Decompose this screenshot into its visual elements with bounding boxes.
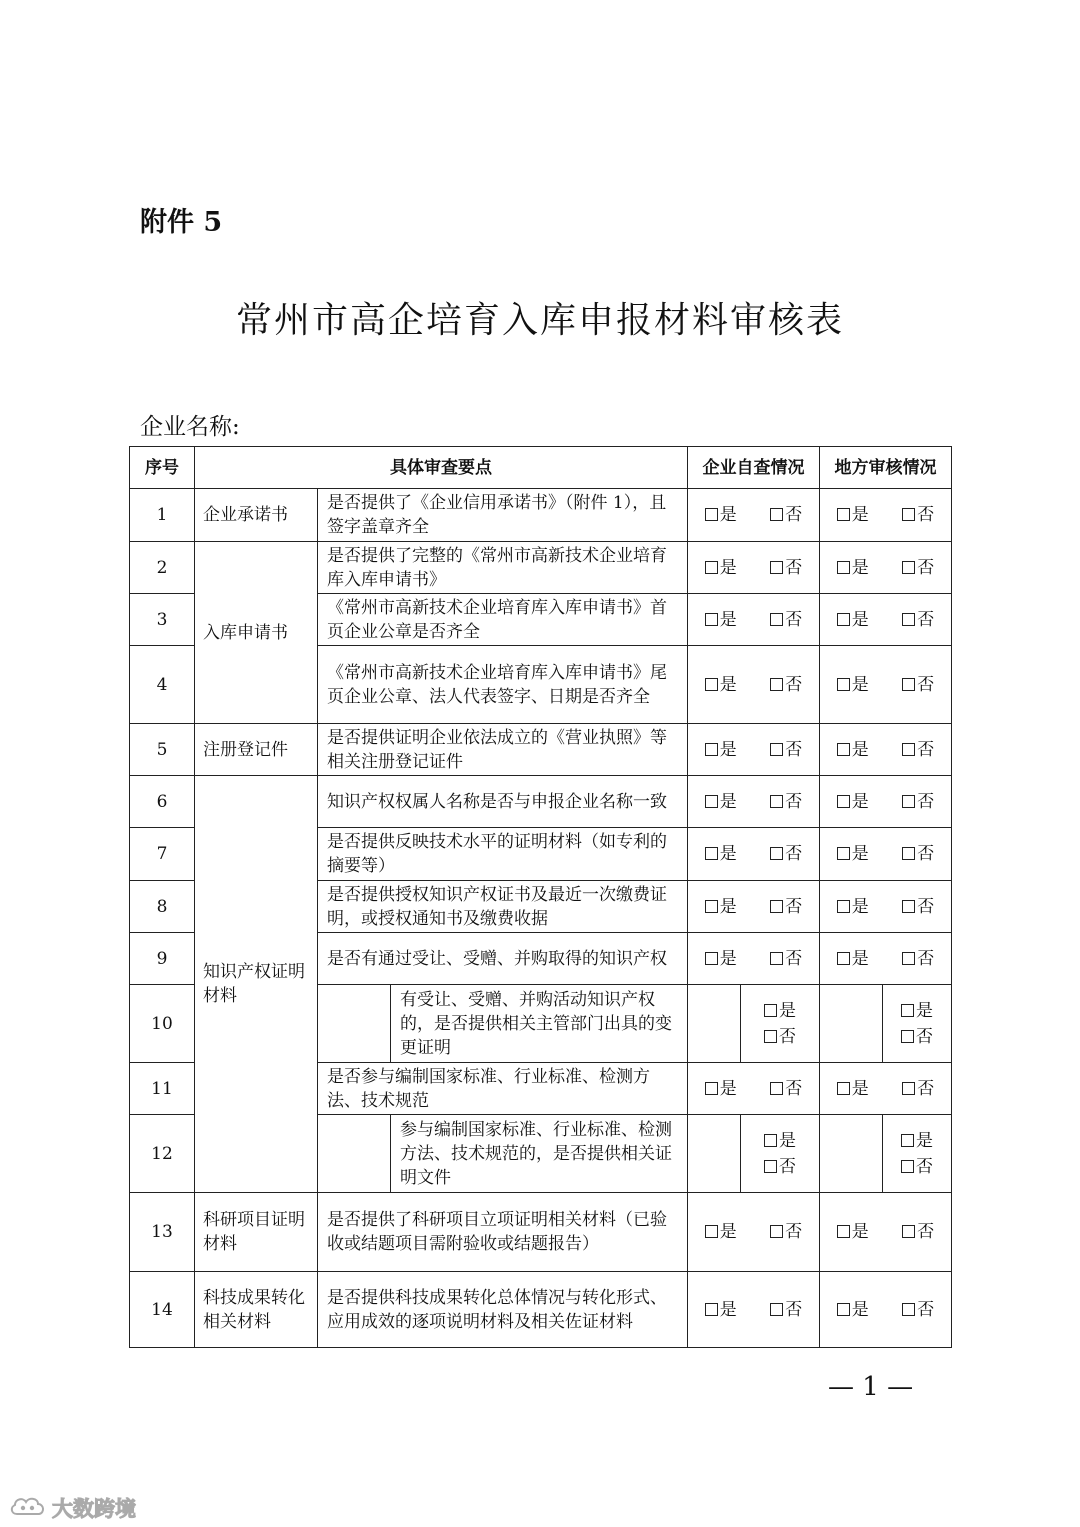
checkbox-icon <box>902 743 915 756</box>
header-local-review: 地方审核情况 <box>820 447 952 489</box>
checkbox-icon <box>837 1082 850 1095</box>
local-review-cell <box>820 542 952 594</box>
local-review-cell <box>820 881 952 933</box>
table-row <box>130 1193 952 1272</box>
row-number: 9 <box>130 933 195 985</box>
checkbox-icon <box>770 847 783 860</box>
checkbox-icon <box>764 1004 777 1017</box>
yes-checkbox[interactable]: 是 <box>764 1128 796 1154</box>
checkbox-icon <box>705 1225 718 1238</box>
requirement-text: 是否提供证明企业依法成立的《营业执照》等相关注册登记证件 <box>318 724 688 776</box>
yes-checkbox[interactable]: 是 <box>837 673 869 697</box>
checkbox-icon <box>902 561 915 574</box>
no-checkbox[interactable]: 否 <box>902 1077 934 1101</box>
checkbox-icon <box>901 1160 914 1173</box>
no-checkbox[interactable]: 否 <box>902 790 934 814</box>
yes-checkbox[interactable]: 是 <box>837 842 869 866</box>
yes-checkbox[interactable]: 是 <box>901 998 933 1024</box>
yes-checkbox[interactable]: 是 <box>705 673 737 697</box>
category-cell: 企业承诺书 <box>195 489 318 542</box>
no-checkbox[interactable]: 否 <box>770 1077 802 1101</box>
local-review-cell <box>820 933 952 985</box>
watermark-text: 大数跨境 <box>52 1497 136 1521</box>
local-review-cell <box>820 1063 952 1115</box>
self-check-cell <box>688 542 820 594</box>
checkbox-icon <box>705 508 718 521</box>
yes-checkbox[interactable]: 是 <box>837 738 869 762</box>
yes-checkbox[interactable]: 是 <box>837 895 869 919</box>
no-checkbox[interactable]: 否 <box>770 1220 802 1244</box>
checkbox-icon <box>837 678 850 691</box>
review-table <box>129 446 952 1348</box>
requirement-text: 《常州市高新技术企业培育库入库申请书》首页企业公章是否齐全 <box>318 594 688 646</box>
yes-checkbox[interactable]: 是 <box>705 556 737 580</box>
row-number: 11 <box>130 1063 195 1115</box>
checkbox-icon <box>705 1303 718 1316</box>
checkbox-icon <box>902 795 915 808</box>
checkbox-icon <box>837 508 850 521</box>
checkbox-icon <box>902 952 915 965</box>
no-checkbox[interactable]: 否 <box>902 556 934 580</box>
requirement-text: 有受让、受赠、并购活动知识产权的，是否提供相关主管部门出具的变更证明 <box>391 985 688 1063</box>
yes-checkbox[interactable]: 是 <box>705 842 737 866</box>
blank-cell <box>820 985 883 1063</box>
checkbox-icon <box>902 847 915 860</box>
row-number: 2 <box>130 542 195 594</box>
no-checkbox[interactable]: 否 <box>901 1154 933 1180</box>
category-cell: 科研项目证明材料 <box>195 1193 318 1272</box>
yes-checkbox[interactable]: 是 <box>837 947 869 971</box>
requirement-text: 是否提供了《企业信用承诺书》（附件 1），且签字盖章齐全 <box>318 489 688 542</box>
local-review-cell <box>820 828 952 881</box>
page-number: — 1 — <box>828 1372 914 1402</box>
yes-checkbox[interactable]: 是 <box>705 608 737 632</box>
checkbox-icon <box>837 847 850 860</box>
self-check-cell <box>688 1063 820 1115</box>
category-cell: 科技成果转化相关材料 <box>195 1272 318 1348</box>
no-checkbox[interactable]: 否 <box>902 842 934 866</box>
local-review-cell <box>820 724 952 776</box>
requirement-text: 是否提供反映技术水平的证明材料（如专利的摘要等） <box>318 828 688 881</box>
requirement-text: 参与编制国家标准、行业标准、检测方法、技术规范的，是否提供相关证明文件 <box>391 1115 688 1193</box>
row-number: 3 <box>130 594 195 646</box>
no-checkbox[interactable]: 否 <box>770 608 802 632</box>
checkbox-icon <box>770 743 783 756</box>
no-checkbox[interactable]: 否 <box>770 556 802 580</box>
no-checkbox[interactable]: 否 <box>770 673 802 697</box>
checkbox-icon <box>901 1134 914 1147</box>
checkbox-icon <box>770 795 783 808</box>
no-checkbox[interactable]: 否 <box>770 947 802 971</box>
self-check-cell <box>741 985 820 1063</box>
checkbox-icon <box>705 743 718 756</box>
no-checkbox[interactable]: 否 <box>902 503 934 527</box>
table-row <box>130 1272 952 1348</box>
yes-checkbox[interactable]: 是 <box>837 1298 869 1322</box>
row-number: 13 <box>130 1193 195 1272</box>
blank-cell <box>820 1115 883 1193</box>
checkbox-icon <box>770 508 783 521</box>
checkbox-icon <box>764 1134 777 1147</box>
attachment-label: 附件 5 <box>140 207 223 238</box>
self-check-cell <box>741 1115 820 1193</box>
no-checkbox[interactable]: 否 <box>770 790 802 814</box>
yes-checkbox[interactable]: 是 <box>837 790 869 814</box>
no-checkbox[interactable]: 否 <box>764 1154 796 1180</box>
local-review-cell <box>820 776 952 828</box>
checkbox-icon <box>770 952 783 965</box>
checkbox-icon <box>902 1303 915 1316</box>
no-checkbox[interactable]: 否 <box>902 895 934 919</box>
requirement-text: 是否提供科技成果转化总体情况与转化形式、应用成效的逐项说明材料及相关佐证材料 <box>318 1272 688 1348</box>
table-row <box>130 542 952 594</box>
row-number: 12 <box>130 1115 195 1193</box>
yes-checkbox[interactable]: 是 <box>705 895 737 919</box>
row-number: 14 <box>130 1272 195 1348</box>
self-check-cell <box>688 646 820 724</box>
category-cell: 入库申请书 <box>195 542 318 724</box>
yes-checkbox[interactable]: 是 <box>705 1077 737 1101</box>
no-checkbox[interactable]: 否 <box>770 503 802 527</box>
category-cell: 注册登记件 <box>195 724 318 776</box>
checkbox-icon <box>705 952 718 965</box>
no-checkbox[interactable]: 否 <box>764 1024 796 1050</box>
checkbox-icon <box>705 847 718 860</box>
self-check-cell <box>688 489 820 542</box>
local-review-cell <box>820 646 952 724</box>
no-checkbox[interactable]: 否 <box>902 1298 934 1322</box>
checkbox-icon <box>770 1082 783 1095</box>
checkbox-icon <box>770 613 783 626</box>
checkbox-icon <box>705 613 718 626</box>
yes-checkbox[interactable]: 是 <box>901 1128 933 1154</box>
yes-checkbox[interactable]: 是 <box>705 1220 737 1244</box>
header-index: 序号 <box>130 447 195 489</box>
blank-cell <box>688 1115 741 1193</box>
checkbox-icon <box>837 561 850 574</box>
self-check-cell <box>688 881 820 933</box>
no-checkbox[interactable]: 否 <box>902 1220 934 1244</box>
checkbox-icon <box>705 561 718 574</box>
checkbox-icon <box>837 743 850 756</box>
yes-checkbox[interactable]: 是 <box>837 608 869 632</box>
table-row <box>130 776 952 828</box>
yes-checkbox[interactable]: 是 <box>705 738 737 762</box>
yes-checkbox[interactable]: 是 <box>705 947 737 971</box>
self-check-cell <box>688 1272 820 1348</box>
self-check-cell <box>688 594 820 646</box>
yes-checkbox[interactable]: 是 <box>837 1220 869 1244</box>
checkbox-icon <box>902 1225 915 1238</box>
row-number: 8 <box>130 881 195 933</box>
checkbox-icon <box>705 795 718 808</box>
cloud-logo-icon <box>8 1493 48 1523</box>
checkbox-icon <box>764 1160 777 1173</box>
row-number: 5 <box>130 724 195 776</box>
checkbox-icon <box>770 1303 783 1316</box>
no-checkbox[interactable]: 否 <box>902 673 934 697</box>
no-checkbox[interactable]: 否 <box>770 738 802 762</box>
checkbox-icon <box>705 678 718 691</box>
row-number: 6 <box>130 776 195 828</box>
row-number: 1 <box>130 489 195 542</box>
checkbox-icon <box>770 1225 783 1238</box>
self-check-cell <box>688 724 820 776</box>
requirement-text: 是否提供了完整的《常州市高新技术企业培育库入库申请书》 <box>318 542 688 594</box>
yes-checkbox[interactable]: 是 <box>837 1077 869 1101</box>
table-row <box>130 724 952 776</box>
no-checkbox[interactable]: 否 <box>901 1024 933 1050</box>
no-checkbox[interactable]: 否 <box>770 895 802 919</box>
local-review-cell <box>883 985 952 1063</box>
checkbox-icon <box>705 900 718 913</box>
no-checkbox[interactable]: 否 <box>770 842 802 866</box>
requirement-text: 是否有通过受让、受赠、并购取得的知识产权 <box>318 933 688 985</box>
requirement-text: 是否提供授权知识产权证书及最近一次缴费证明，或授权通知书及缴费收据 <box>318 881 688 933</box>
row-number: 10 <box>130 985 195 1063</box>
checkbox-icon <box>902 678 915 691</box>
yes-checkbox[interactable]: 是 <box>837 556 869 580</box>
local-review-cell <box>820 489 952 542</box>
local-review-cell <box>820 1193 952 1272</box>
self-check-cell <box>688 828 820 881</box>
local-review-cell <box>883 1115 952 1193</box>
checkbox-icon <box>837 795 850 808</box>
checkbox-icon <box>764 1030 777 1043</box>
yes-checkbox[interactable]: 是 <box>837 503 869 527</box>
no-checkbox[interactable]: 否 <box>770 1298 802 1322</box>
checkbox-icon <box>837 900 850 913</box>
checkbox-icon <box>837 613 850 626</box>
self-check-cell <box>688 933 820 985</box>
checkbox-icon <box>770 561 783 574</box>
no-checkbox[interactable]: 否 <box>902 608 934 632</box>
page-title: 常州市高企培育入库申报材料审核表 <box>235 300 844 341</box>
indent-cell <box>318 985 391 1063</box>
checkbox-icon <box>901 1004 914 1017</box>
local-review-cell <box>820 594 952 646</box>
no-checkbox[interactable]: 否 <box>902 947 934 971</box>
row-number: 7 <box>130 828 195 881</box>
checkbox-icon <box>770 900 783 913</box>
checkbox-icon <box>902 900 915 913</box>
checkbox-icon <box>902 613 915 626</box>
requirement-text: 是否提供了科研项目立项证明相关材料（已验收或结题项目需附验收或结题报告） <box>318 1193 688 1272</box>
requirement-text: 《常州市高新技术企业培育库入库申请书》尾页企业公章、法人代表签字、日期是否齐全 <box>318 646 688 724</box>
checkbox-icon <box>837 1303 850 1316</box>
checkbox-icon <box>902 1082 915 1095</box>
checkbox-icon <box>901 1030 914 1043</box>
header-review-points: 具体审查要点 <box>195 447 688 489</box>
yes-checkbox[interactable]: 是 <box>764 998 796 1024</box>
watermark <box>8 1493 136 1523</box>
checkbox-icon <box>837 952 850 965</box>
requirement-text: 是否参与编制国家标准、行业标准、检测方法、技术规范 <box>318 1063 688 1115</box>
header-self-check: 企业自查情况 <box>688 447 820 489</box>
table-header-row <box>130 447 952 489</box>
yes-checkbox[interactable]: 是 <box>705 1298 737 1322</box>
local-review-cell <box>820 1272 952 1348</box>
checkbox-icon <box>837 1225 850 1238</box>
indent-cell <box>318 1115 391 1193</box>
row-number: 4 <box>130 646 195 724</box>
company-name-label: 企业名称: <box>140 414 240 440</box>
table-row <box>130 489 952 542</box>
checkbox-icon <box>705 1082 718 1095</box>
checkbox-icon <box>902 508 915 521</box>
category-cell: 知识产权证明材料 <box>195 776 318 1193</box>
no-checkbox[interactable]: 否 <box>902 738 934 762</box>
self-check-cell <box>688 776 820 828</box>
yes-checkbox[interactable]: 是 <box>705 790 737 814</box>
yes-checkbox[interactable]: 是 <box>705 503 737 527</box>
requirement-text: 知识产权权属人名称是否与申报企业名称一致 <box>318 776 688 828</box>
blank-cell <box>688 985 741 1063</box>
checkbox-icon <box>770 678 783 691</box>
self-check-cell <box>688 1193 820 1272</box>
